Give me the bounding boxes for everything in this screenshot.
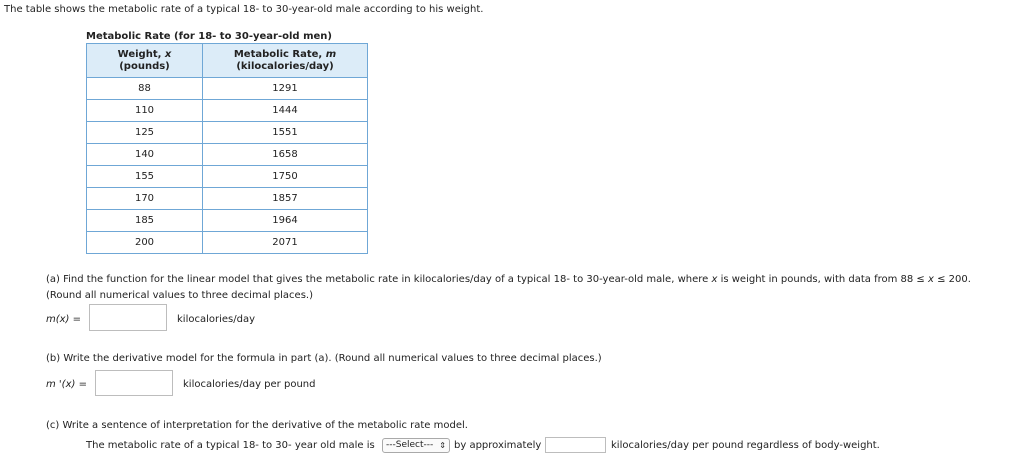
- part-b-label: m '(x) =: [46, 379, 87, 390]
- metabolic-rate-table: [86, 43, 368, 254]
- rate-cell: 2071: [203, 232, 368, 254]
- header-weight: [87, 44, 203, 78]
- table-row: [87, 100, 368, 122]
- table-row: [87, 122, 368, 144]
- header-rate: [203, 44, 368, 78]
- weight-cell: 200: [87, 232, 203, 254]
- table-row: [87, 78, 368, 100]
- table-row: [87, 232, 368, 254]
- intro-text: The table shows the metabolic rate of a typical 18- to 30-year-old male according to his weight.: [4, 4, 484, 15]
- header-rate-unit: (kilocalories/day): [236, 60, 334, 72]
- part-a-note: (Round all numerical values to three decimal places.): [46, 290, 313, 301]
- part-a-var: x: [711, 274, 718, 285]
- weight-cell: 88: [87, 78, 203, 100]
- table-row: [87, 188, 368, 210]
- header-rate-var: m: [325, 48, 337, 60]
- part-a-prompt: [46, 274, 971, 285]
- part-a-text: (a) Find the function for the linear model that gives the metabolic rate in kilocalories/day of a typical 18- to 30-year-old male, where: [46, 274, 712, 285]
- rate-cell: 1857: [203, 188, 368, 210]
- part-c-sentence-mid: by approximately: [454, 440, 542, 451]
- weight-cell: 110: [87, 100, 203, 122]
- table-title: Metabolic Rate (for 18- to 30-year-old men): [86, 31, 332, 42]
- rate-cell: 1291: [203, 78, 368, 100]
- rate-cell: 1444: [203, 100, 368, 122]
- rate-cell: 1964: [203, 210, 368, 232]
- weight-cell: 155: [87, 166, 203, 188]
- weight-cell: 140: [87, 144, 203, 166]
- table-row: [87, 210, 368, 232]
- rate-cell: 1658: [203, 144, 368, 166]
- header-weight-var: x: [164, 48, 172, 60]
- rate-cell: 1551: [203, 122, 368, 144]
- header-weight-label: Weight,: [117, 48, 165, 60]
- weight-cell: 170: [87, 188, 203, 210]
- weight-cell: 185: [87, 210, 203, 232]
- select-arrows-icon: ⇕: [439, 441, 446, 450]
- part-a-answer-input[interactable]: [89, 304, 167, 331]
- part-c-sentence-start: The metabolic rate of a typical 18- to 30- year old male is: [86, 440, 375, 451]
- part-b-prompt: (b) Write the derivative model for the formula in part (a). (Round all numerical values to three decimal places.): [46, 353, 602, 364]
- direction-select[interactable]: [382, 438, 450, 453]
- header-rate-label: Metabolic Rate,: [233, 48, 326, 60]
- part-c-prompt: (c) Write a sentence of interpretation for the derivative of the metabolic rate model.: [46, 420, 468, 431]
- part-a-label: m(x) =: [46, 314, 82, 325]
- part-c-answer-input[interactable]: [545, 437, 606, 453]
- part-b-answer-input[interactable]: [95, 370, 173, 396]
- part-c-sentence-end: kilocalories/day per pound regardless of body-weight.: [611, 440, 880, 451]
- part-b-unit: kilocalories/day per pound: [183, 379, 316, 390]
- table-header-row: [87, 44, 368, 78]
- direction-select-value: ---Select---: [386, 440, 434, 450]
- part-a-var2: x: [928, 274, 934, 285]
- part-a-text-after: is weight in pounds, with data from 88 ≤: [717, 274, 928, 285]
- rate-cell: 1750: [203, 166, 368, 188]
- table-row: [87, 144, 368, 166]
- part-a-text-end: ≤ 200.: [933, 274, 971, 285]
- weight-cell: 125: [87, 122, 203, 144]
- part-a-unit: kilocalories/day: [177, 314, 256, 325]
- header-weight-unit: (pounds): [119, 60, 170, 72]
- table-row: [87, 166, 368, 188]
